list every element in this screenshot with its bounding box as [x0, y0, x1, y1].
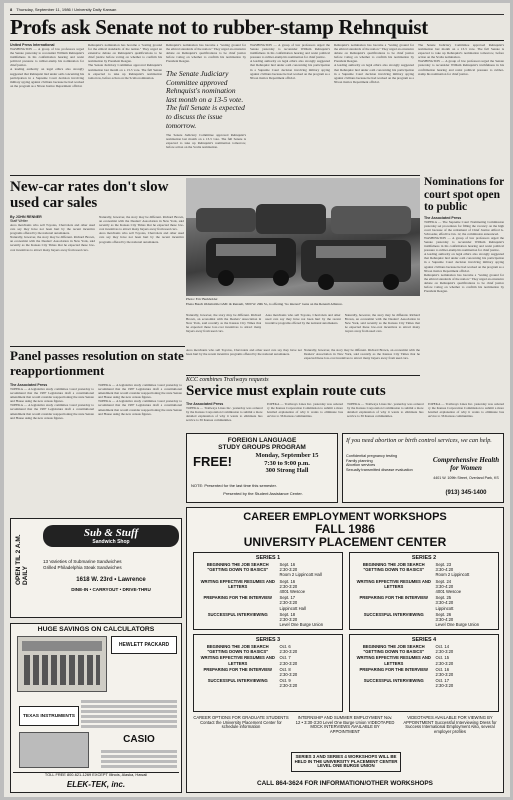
main-body-9: The Senate Judiciary Committee approved Rehnquist's nomination last month on a 13-5 vote. The full Senate is expected to take up Rehnquist's nomination tomorrow, before action on the Scalia nomination. — [418, 43, 504, 60]
workshop-schedule — [436, 667, 496, 677]
page-number: 8 — [10, 7, 13, 12]
main-body-4: The Senate Judiciary Committee approved Rehnquist's nomination last month on a 13-5 vote. The full Senate is expected to take up Rehnquist's nomination tomorrow, before action on the Scalia nomination. — [88, 63, 162, 80]
career-call: CALL 864-3624 FOR INFORMATION/OTHER WORKSHOPS — [257, 780, 433, 787]
panel-col-2 — [98, 383, 182, 515]
series-row — [352, 644, 496, 654]
main-story-col-6 — [418, 43, 504, 173]
main-body-1: WASHINGTON — A group of law professors urged the Senate yesterday to reconsider William Rehnquist's truthfulness in his confirmation hearing and resist political pressure to rubber-stamp his nomination for chief justice. — [10, 47, 84, 68]
calc-footer: TOLL FREE 800-621-1269 EXCEPT Illinois, Alaska, Hawaii — [13, 772, 179, 778]
series-title: SERIES 4 — [411, 637, 437, 643]
foreign-time: 7:30 to 9:00 p.m. — [264, 459, 310, 467]
workshop-date: Sept. 16 — [279, 578, 296, 584]
workshop-schedule — [280, 644, 340, 654]
trailways-source: The Associated Press — [186, 402, 224, 406]
nominations-story — [424, 176, 504, 376]
workshop-time: 2:30-3:20 — [279, 583, 298, 589]
series-row — [196, 579, 340, 595]
workshop-label: BEGINNING THE JOB SEARCH "GETTING DOWN TO BASICS" — [362, 644, 425, 655]
workshop-time: 2:30-3:20 — [435, 649, 454, 655]
foreign-note-1: NOTE: Presented for the last time this semester. — [191, 483, 277, 488]
series-grid — [193, 552, 499, 712]
main-story-col-2 — [88, 43, 162, 173]
workshop-place: Lippincott — [435, 605, 454, 611]
divider — [10, 40, 504, 41]
series-box — [349, 552, 499, 630]
workshop-schedule — [436, 562, 496, 578]
trailways-body-4: TOPEKA — Trailways Lines Inc. yesterday was ordered by the Kansas Corporation Commission to submit a more detailed explanation of why it wants to eliminate bus service to 36 Kansas communities. — [427, 402, 504, 419]
workshop-date: Oct. 14 — [435, 644, 450, 649]
main-body-6: A leading authority on legal ethics also strongly suggested that Rehnquist lied under oath concerning his participation in a Supreme Court decision involving military spying against civilians because he had worked on the program as a Nixon Justice Department official. — [250, 59, 330, 80]
workshop-place: Room 2 Lippincott Hall — [279, 572, 322, 578]
series-box — [193, 634, 343, 712]
nominations-body-4: Rehnquist's nomination has become a "testing ground for the ethical standards of the nation." They urged an extensive debate on Rehnquist's qualifications to be chief justice before voting on whether to confirm his nomination by President Reagan. — [424, 272, 504, 294]
series-row — [352, 595, 496, 611]
workshop-label: SUCCESSFUL INTERVIEWING — [207, 678, 268, 684]
workshop-place: Level One Burge Union — [435, 622, 480, 628]
sandwich-lines — [43, 559, 179, 571]
workshop-label: WRITING EFFECTIVE RESUMES AND LETTERS — [356, 655, 431, 666]
series-row — [196, 678, 340, 688]
workshop-schedule — [280, 579, 340, 595]
career-title-3: UNIVERSITY PLACEMENT CENTER — [243, 535, 447, 549]
series-row — [352, 562, 496, 578]
series-title: SERIES 2 — [411, 555, 437, 561]
workshop-label: PREPARING FOR THE INTERVIEW — [203, 595, 272, 601]
workshop-place: Level One Burge Union — [279, 622, 324, 628]
series-row — [352, 579, 496, 595]
workshop-date: Oct. 15 — [435, 655, 450, 661]
main-body-10: WASHINGTON — A group of law professors urged the Senate yesterday to reconsider William Rehnquist's truthfulness in his confirmation hearing and resist political pressure to rubber-stamp his nomination for chief justice. — [418, 59, 504, 76]
workshop-label: WRITING EFFECTIVE RESUMES AND LETTERS — [200, 655, 275, 666]
career-internship: INTERNSHIP AND SUMMER EMPLOYMENT Nov. 12 • 3:30-3:20 Level One Burge Union VIDEOTAPED MOCK INTERVIEWS AVAILABLE BY APPOINTMENT — [295, 715, 395, 734]
sandwich-logo — [43, 525, 179, 547]
trailways-body-3: TOPEKA — Trailways Lines Inc. yesterday was ordered by the Kansas Corporation Commission to submit a more detailed explanation of why it wants to eliminate bus service to 36 Kansas communities. — [347, 402, 424, 419]
workshop-date: Sept. 17 — [279, 595, 296, 601]
page-header — [10, 5, 504, 15]
calculator-ad — [10, 623, 182, 793]
cars-body-2: Naturally, however, the story may be different. Richard Brown, an economist with the Dealers' Association in New York, said recently as the Kansas City Times that he expected these low-cost incentives to attract many buyers away from used cars. — [10, 235, 95, 252]
foreign-line-2: STUDY GROUPS PROGRAM — [218, 444, 306, 451]
workshop-label: SUCCESSFUL INTERVIEWING — [363, 678, 424, 684]
workshop-place: Room 2 Lippincott — [435, 572, 470, 578]
cars-body-9: Naturally, however, the story may be different. Richard Brown, an economist with the Dealers' Association in New York, said recently as the Kansas City Times that he expected these low-cost incentives to attract many buyers away from used cars. — [304, 348, 420, 361]
foreign-free: FREE! — [193, 454, 232, 469]
workshop-schedule — [436, 655, 496, 665]
trailways-kicker: KCC combines Trailways requests — [186, 377, 269, 383]
cars-col-2 — [99, 215, 184, 345]
workshop-place: 4001 Wescoe — [435, 589, 462, 595]
workshop-schedule — [436, 612, 496, 628]
workshop-label: PREPARING FOR THE INTERVIEW — [203, 666, 272, 672]
workshop-date: Sept. 16 — [279, 562, 296, 567]
ti-logo: TEXAS INSTRUMENTS — [19, 706, 79, 726]
main-body-cont-2: The Senate Judiciary Committee approved Rehnquist's nomination last month on a 13-5 vote. The full Senate is expected to take up Rehnquist's nomination tomorrow, before action on the Scalia nomination. — [166, 133, 246, 150]
health-ad — [342, 433, 504, 503]
cars-body-1: Area merchants who sell Toyotas, Chevrolets and other used cars say they have not been hurt by the recent incentive programs offered by the national automakers. — [10, 223, 95, 236]
workshop-date: Oct. 16 — [435, 666, 450, 672]
health-phone: (913) 345-1400 — [445, 490, 487, 496]
photo-credit: Photo: Eric Burkholder — [186, 297, 218, 301]
main-body-cont: Rehnquist's nomination has become a "testing ground for the ethical standards of the nation." They urged an extensive debate on Rehnquist's qualifications to be chief justice before voting on whether to confirm his nomination by President Reagan. — [166, 43, 246, 64]
health-address: 4401 W. 109th Street, Overland Park, KS — [433, 476, 499, 480]
series-row — [352, 655, 496, 665]
panel-body-3: TOPEKA — A legislative study committee voted yesterday to recommend that the 1987 Legislature draft a constitutional amendment that would consider reapportioning the state Senate and House using the new census figures. — [98, 383, 182, 400]
workshop-label: WRITING EFFECTIVE RESUMES AND LETTERS — [356, 578, 431, 589]
main-body-2: A leading authority on legal ethics also strongly suggested that Rehnquist lied under oath concerning his participation in a Supreme Court decision involving military spying against civilians because he had worked on the program as a Nixon Justice Department official. — [10, 67, 84, 88]
workshop-label: PREPARING FOR THE INTERVIEW — [359, 666, 428, 672]
panel-body-1: TOPEKA — A legislative study committee voted yesterday to recommend that the 1987 Legislature draft a constitutional amendment that would consider reapportioning the state Senate and House using the new census figures. — [10, 387, 94, 404]
series-row — [196, 655, 340, 665]
hp-logo: HEWLETT PACKARD — [111, 636, 177, 654]
workshop-date: Oct. 8 — [279, 666, 291, 672]
workshop-time: 3:30-4:20 — [435, 583, 454, 589]
series-box — [193, 552, 343, 630]
nominations-source: The Associated Press — [424, 215, 462, 220]
main-story-col-4 — [250, 43, 330, 173]
trailways-headline: Service must explain route cuts — [186, 383, 386, 399]
foreign-language-ad — [186, 433, 338, 503]
calculator-keys — [24, 655, 100, 685]
foreign-note-2: Presented by the Student Assistance Center. — [223, 491, 303, 496]
career-workshops-ad — [186, 507, 504, 793]
series-row — [196, 612, 340, 628]
page-date: Thursday, September 11, 1986 / University Daily Kansan — [16, 7, 117, 12]
photo-caption: Elena Busch Oldsmobile GMC & Renault, 3300 W. 29th St., is offering "no interest" loans on the Renault Alliance. — [186, 302, 343, 306]
panel-body-4: TOPEKA — A legislative study committee voted yesterday to recommend that the 1987 Legislature draft a constitutional amendment that would consider reapportioning the state Senate and House using the new census figures. — [98, 399, 182, 416]
health-name: Comprehensive Health — [432, 456, 500, 464]
calc-price-list — [81, 698, 177, 728]
workshop-time: 3:30-4:20 — [435, 567, 454, 573]
nominations-body-1: TOPEKA — The Supreme Court Nominating Commission yesterday set procedures for filling the vacancy on the high court because of the retirement of Chief Justice Alfred G. Schroeder, effective Jan. 12, the commission announced. — [424, 219, 504, 236]
workshop-time: 2:30-3:20 — [279, 600, 298, 606]
panel-body-2: TOPEKA — A legislative study committee voted yesterday to recommend that the 1987 Legislature draft a constitutional amendment that would consider reapportioning the state Senate and House using the new census figures. — [10, 403, 94, 420]
workshop-date: Sept. 26 — [435, 611, 452, 617]
workshop-schedule — [280, 595, 340, 611]
workshop-date: Oct. 9 — [279, 678, 291, 684]
career-title-2: FALL 1986 — [315, 522, 375, 536]
workshop-date: Oct. 17 — [435, 678, 450, 684]
sandwich-brand: Sub & Stuff — [83, 527, 139, 539]
cars-source: Staff Writer — [10, 219, 28, 223]
cars-col-3 — [186, 313, 420, 343]
cars-col-4 — [186, 348, 302, 372]
main-body-3: Rehnquist's nomination has become a "testing ground for the ethical standards of the nation." They urged an extensive debate on Rehnquist's qualifications to be chief justice before voting on whether to confirm his nomination by President Reagan. — [88, 43, 162, 64]
series-row — [196, 595, 340, 611]
sandwich-line-1: 13 Varieties of Submarine Sandwiches — [43, 559, 122, 564]
workshop-label: SUCCESSFUL INTERVIEWING — [363, 611, 424, 617]
calculator-display — [22, 641, 102, 651]
sandwich-info: DINE-IN • CARRYOUT • DRIVE-THRU — [71, 587, 151, 592]
foreign-when: Monday, September 15 — [255, 452, 319, 459]
sandwich-address: 1618 W. 23rd • Lawrence — [76, 577, 146, 583]
panel-col-1 — [10, 383, 94, 515]
workshop-schedule — [280, 678, 340, 688]
trailways-body-2: TOPEKA — Trailways Lines Inc. yesterday was ordered by the Kansas Corporation Commission to submit a more detailed explanation of why it wants to eliminate bus service to 36 Kansas communities. — [266, 402, 343, 419]
elektek-logo: ELEK-TEK, inc. — [66, 780, 126, 789]
workshop-label: BEGINNING THE JOB SEARCH "GETTING DOWN TO BASICS" — [206, 644, 269, 655]
workshop-label: BEGINNING THE JOB SEARCH "GETTING DOWN TO BASICS" — [362, 562, 425, 573]
workshop-time: 2:30-3:20 — [279, 567, 298, 573]
workshop-label: PREPARING FOR THE INTERVIEW — [359, 595, 428, 601]
nominations-body-3: A leading authority on legal ethics also strongly suggested that Rehnquist lied under oath concerning his participation in a Supreme Court decision involving military spying against civilians because he had worked on the program as a Nixon Justice Department official. — [424, 252, 504, 273]
health-name-block — [429, 456, 503, 472]
health-headline: If you need abortion or birth control services, we can help. — [346, 437, 492, 444]
divider — [10, 346, 185, 347]
cars-body-7: Naturally, however, the story may be different. Richard Brown, an economist with the Dealers' Association in New York, said recently as the Kansas City Times that he expected these low-cost incentives to attract many buyers away from used cars. — [344, 313, 420, 334]
workshop-label: BEGINNING THE JOB SEARCH "GETTING DOWN TO BASICS" — [206, 562, 269, 573]
main-source: United Press International — [10, 43, 55, 47]
main-body-5: WASHINGTON — A group of law professors urged the Senate yesterday to reconsider William Rehnquist's truthfulness in his confirmation hearing and resist political pressure to rubber-stamp his nomination for chief justice. — [250, 43, 330, 60]
divider — [10, 175, 420, 176]
workshop-date: Sept. 25 — [435, 595, 452, 601]
main-body-8: A leading authority on legal ethics also strongly suggested that Rehnquist lied under oath concerning his participation in a Supreme Court decision involving military spying against civilians because he had worked on the program as a Nixon Justice Department official. — [334, 63, 414, 84]
casio-logo: CASIO — [123, 734, 155, 745]
workshop-schedule — [280, 655, 340, 665]
series-box — [349, 634, 499, 712]
workshop-date: Sept. 23 — [435, 562, 452, 567]
foreign-when-block — [237, 452, 337, 475]
workshop-place: 4001 Wescoe — [279, 589, 306, 595]
main-story-col-5 — [334, 43, 414, 173]
workshop-time: 2:30-3:20 — [279, 660, 298, 666]
nominations-body-2: WASHINGTON — A group of law professors urged the Senate yesterday to reconsider William Rehnquist's truthfulness in his confirmation hearing and resist political pressure to rubber-stamp his nomination for chief justice. — [424, 235, 504, 253]
workshop-date: Oct. 7 — [279, 655, 291, 661]
workshop-schedule — [436, 595, 496, 611]
main-body-7: Rehnquist's nomination has become a "testing ground for the ethical standards of the nation." They urged an extensive debate on Rehnquist's qualifications to be chief justice before voting on whether to confirm his nomination by President Reagan. — [334, 43, 414, 64]
cars-col-5 — [304, 348, 420, 372]
casio-calculator-image — [19, 732, 89, 768]
series-row — [352, 612, 496, 628]
health-service-4: Sexually transmitted disease evaluation — [346, 467, 413, 472]
cars-body-3: Naturally, however, the story may be different. Richard Brown, an economist with the Dealers' Association in New York, said recently as the Kansas City Times that he expected these low-cost incentives to attract many buyers away from used cars. — [99, 215, 184, 232]
health-service-3: Abortion services — [346, 463, 376, 468]
cars-col-1 — [10, 215, 95, 345]
workshop-time: 2:30-3:20 — [279, 649, 298, 655]
workshop-time: 2:30-3:20 — [435, 672, 454, 678]
workshop-time: 3:30-4:20 — [435, 617, 454, 623]
cars-body-5: Naturally, however, the story may be different. Richard Brown, an economist with the Dealers' Association in New York, said recently as the Kansas City Times that he expected these low-cost incentives to attract many buyers away from used cars. — [186, 313, 262, 334]
workshop-schedule — [436, 579, 496, 595]
workshop-time: 2:30-3:20 — [435, 683, 454, 689]
panel-source: The Associated Press — [10, 383, 48, 387]
career-title-1: CAREER EMPLOYMENT WORKSHOPS — [243, 511, 447, 523]
calculator-image — [17, 636, 107, 692]
cars-byline: By JOHN RENNER — [10, 215, 42, 219]
series-row — [352, 667, 496, 677]
sandwich-sub: Sandwich Shop — [92, 539, 130, 545]
sandwich-ad — [10, 518, 182, 618]
trailways-body — [186, 402, 504, 430]
career-videotapes: VIDEOTAPES AVAILABLE FOR VIEWING BY APPOINTMENT Successful Interviewing Dress for Success International Employment Also, several employer profiles — [403, 715, 497, 734]
series-row — [196, 562, 340, 578]
health-sub: for Women — [450, 464, 482, 472]
nominations-headline: Nominations for court spot open to public — [424, 176, 504, 213]
main-story-col-3 — [166, 43, 246, 173]
main-story-col-1 — [10, 43, 84, 173]
sandwich-line-2: Grilled Philadelphia Steak Sandwiches — [43, 565, 122, 570]
workshop-time: 2:30-3:20 — [435, 660, 454, 666]
cars-headline: New-car rates don't slow used car sales — [10, 179, 169, 211]
cars-body-4: Area merchants who sell Toyotas, Chevrolets and other used cars say they have not been hurt by the recent incentive programs offered by the national automakers. — [99, 231, 184, 244]
workshop-schedule — [436, 678, 496, 688]
workshop-date: Oct. 6 — [279, 644, 291, 649]
workshop-time: 2:30-3:20 — [279, 672, 298, 678]
workshop-label: SUCCESSFUL INTERVIEWING — [207, 611, 268, 617]
health-service-1: Confidential pregnancy testing — [346, 454, 398, 458]
series-title: SERIES 3 — [255, 637, 281, 643]
foreign-line-1: FOREIGN LANGUAGE — [227, 437, 297, 444]
workshop-date: Sept. 18 — [279, 611, 296, 617]
trailways-body-1: TOPEKA — Trailways Lines Inc. yesterday was ordered by the Kansas Corporation Commission to submit a more detailed explanation of why it wants to eliminate bus service to 36 Kansas communities. — [186, 406, 263, 423]
calc-title: HUGE SAVINGS ON CALCULATORS — [37, 626, 155, 633]
workshop-schedule — [436, 644, 496, 654]
health-services — [346, 454, 426, 472]
workshop-time: 2:30-3:20 — [279, 617, 298, 623]
workshop-schedule — [280, 667, 340, 677]
car-silhouettes — [186, 178, 420, 296]
workshop-schedule — [280, 612, 340, 628]
sandwich-open: OPEN TIL 2 A.M. DAILY — [15, 534, 29, 585]
workshop-label: WRITING EFFECTIVE RESUMES AND LETTERS — [200, 578, 275, 589]
pull-quote: The Senate Judiciary Committee approved Rehnquist's nomination last month on a 13-5 vote. The full Senate is expected to discuss the issue tomorrow. — [166, 69, 245, 130]
series-row — [196, 667, 340, 677]
cars-body-6: Area merchants who sell Toyotas, Chevrolets and other used cars say they have not been hurt by the recent incentive programs offered by the national automakers. — [265, 313, 341, 326]
cars-body-8: Area merchants who sell Toyotas, Chevrolets and other used cars say they have not been hurt by the recent incentive programs offered by the national automakers. — [186, 348, 302, 357]
workshop-time: 2:30-3:20 — [279, 683, 298, 689]
foreign-place: 300 Strong Hall — [265, 467, 309, 475]
newspaper-page — [4, 3, 510, 797]
series-row — [196, 644, 340, 654]
workshop-place: Lippincott Hall — [279, 605, 306, 611]
series-row — [352, 678, 496, 688]
main-headline: Profs ask Senate not to rubber-stamp Rehnquist — [10, 15, 428, 39]
car-lot-photo — [186, 178, 420, 296]
career-note: SERIES 3 AND SERIES 4 WORKSHOPS WILL BE HELD IN THE UNIVERSITY PLACEMENT CENTER LEVEL ONE BURGE UNION — [291, 752, 401, 772]
panel-headline: Panel passes resolution on state reapportionment — [10, 348, 184, 378]
career-options: CAREER OPTIONS FOR GRADUATE STUDENTS Contact the University Placement Center for schedule information — [193, 715, 289, 730]
casio-price-list — [101, 748, 177, 768]
workshop-time: 3:30-4:20 — [435, 600, 454, 606]
health-service-2: Family planning — [346, 458, 373, 463]
workshop-date: Sept. 24 — [435, 578, 452, 584]
divider — [186, 375, 420, 376]
series-title: SERIES 1 — [255, 555, 281, 561]
workshop-schedule — [280, 562, 340, 578]
